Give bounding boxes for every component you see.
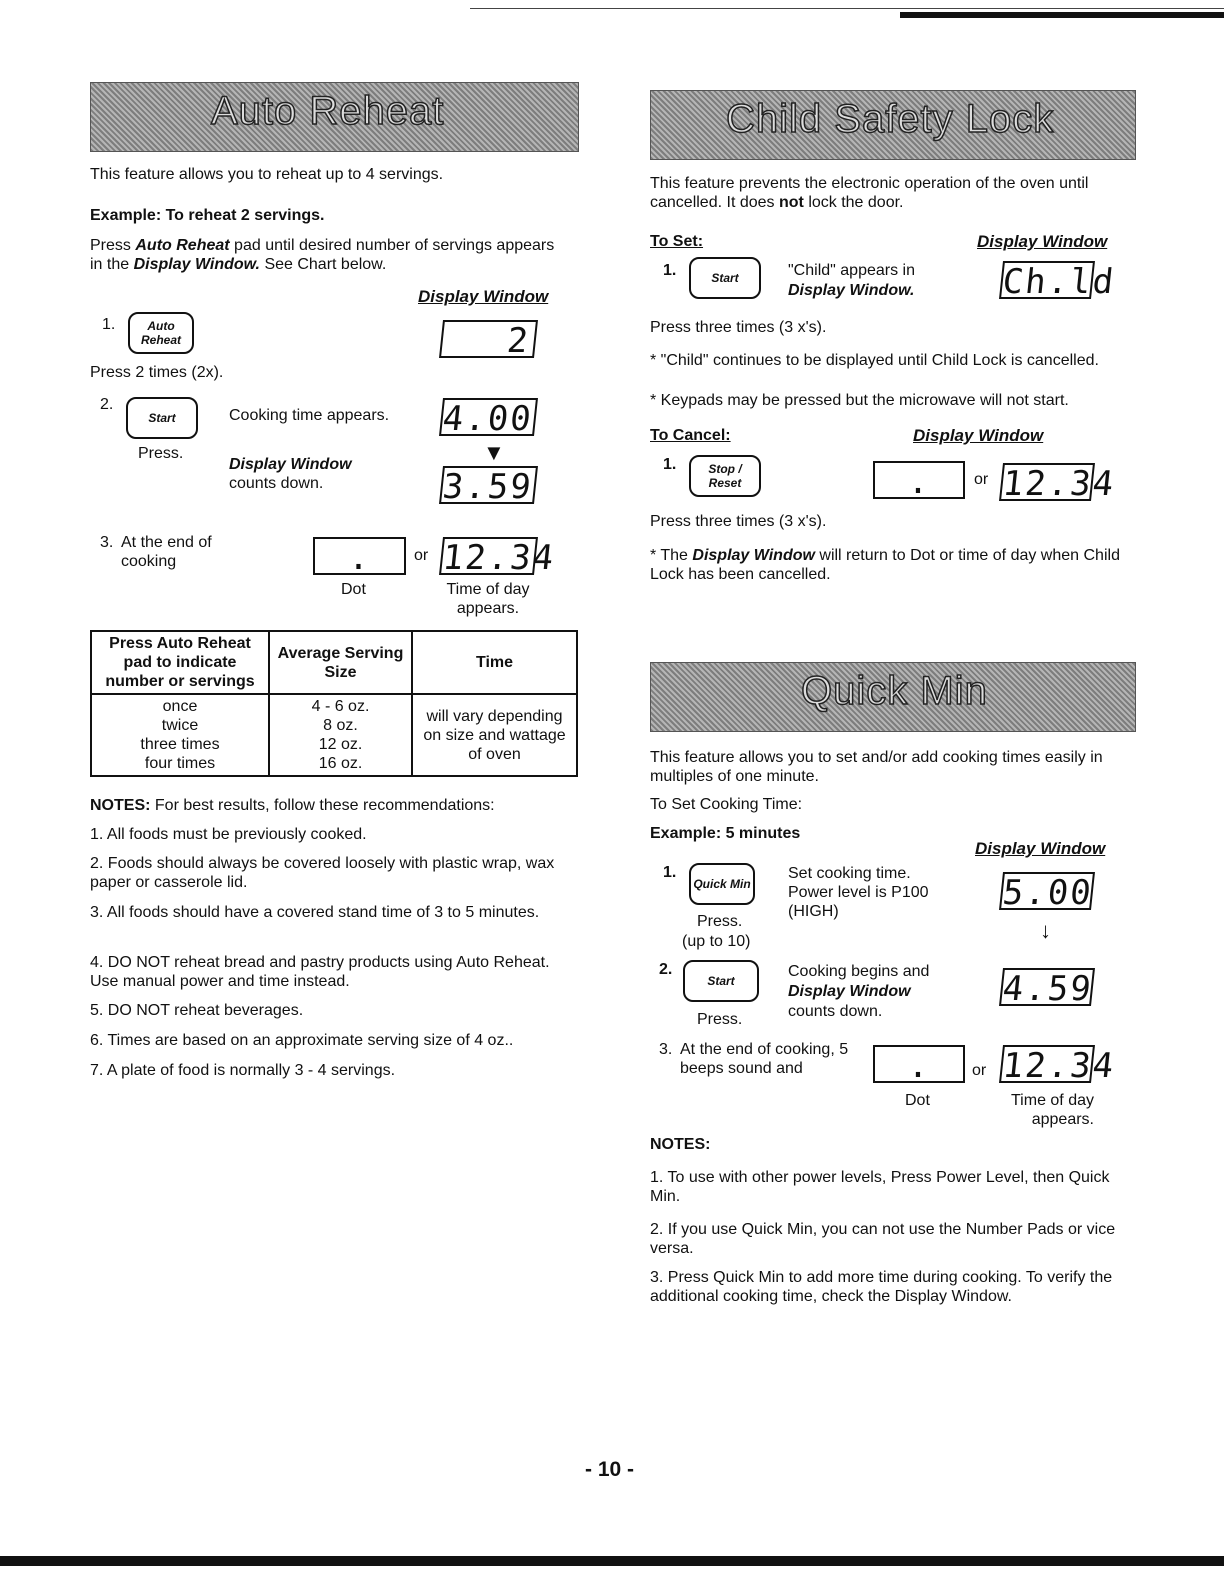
quick-min-step3-num: 3. — [659, 1041, 673, 1058]
quick-min-note-2: 2. If you use Quick Min, you can not use the Number Pads or vice versa. — [650, 1221, 1116, 1257]
quick-min-note-3: 3. Press Quick Min to add more time during cooking. To verify the additional cooking time, check the Display Window. — [650, 1269, 1113, 1305]
child-lock-cancel-display-window-label: Display Window — [913, 426, 1044, 445]
child-lock-set-caption: Press three times (3 x's). — [650, 319, 827, 336]
auto-reheat-intro: This feature allows you to reheat up to 4 servings. — [90, 166, 444, 183]
quick-min-step1-text: Set cooking time. Power level is P100 (HIGH) — [788, 865, 929, 920]
child-lock-intro: This feature prevents the electronic operation of the oven until cancelled. It does not lock the door. — [650, 175, 1089, 211]
auto-reheat-step3-dot-display: . — [313, 537, 406, 575]
quick-min-start-key[interactable]: Start — [683, 960, 759, 1002]
auto-reheat-step2-display-b: 3.59 — [439, 466, 538, 504]
quick-min-step3-or: or — [972, 1062, 987, 1079]
child-lock-bullet-3: * The Display Window will return to Dot or time of day when Child Lock has been cancelled. — [650, 547, 1120, 583]
quick-min-step2-text-1: Cooking begins and — [788, 963, 930, 980]
start-key[interactable]: Start — [126, 397, 198, 439]
quick-min-step2-display: 4.59 — [1000, 969, 1095, 1009]
child-lock-cancel-num: 1. — [663, 456, 677, 473]
arrow-down-icon: ↓ — [1040, 918, 1051, 943]
child-lock-to-cancel: To Cancel: — [650, 427, 731, 444]
child-lock-bullet-1: * "Child" continues to be displayed until Child Lock is cancelled. — [650, 352, 1099, 369]
child-lock-to-set: To Set: — [650, 233, 704, 250]
auto-reheat-instructions: Press Auto Reheat pad until desired number of servings appears in the Display Window. See Chart below. — [90, 237, 555, 273]
quick-min-step2-num: 2. — [659, 961, 673, 978]
auto-reheat-banner — [90, 82, 579, 152]
child-lock-cancel-time-display: 12.34 — [1000, 464, 1118, 504]
quick-min-to-set: To Set Cooking Time: — [650, 796, 803, 813]
auto-reheat-dot-caption: Dot — [341, 581, 366, 598]
chart-header-time: Time — [412, 631, 577, 694]
child-lock-title: Child Safety Lock — [726, 97, 1055, 141]
auto-reheat-step1-caption: Press 2 times (2x). — [90, 364, 224, 381]
auto-reheat-title: Auto Reheat — [211, 89, 445, 133]
auto-reheat-chart — [90, 630, 578, 777]
note-1: 1. All foods must be previously cooked. — [90, 826, 367, 843]
child-lock-set-num: 1. — [663, 262, 677, 279]
quick-min-time-caption: Time of day appears. — [1011, 1092, 1094, 1128]
note-2: 2. Foods should always be covered loosely with plastic wrap, wax paper or casserole lid. — [90, 855, 555, 891]
auto-reheat-step2-display-a: 4.00 — [439, 398, 538, 436]
note-6: 6. Times are based on an approximate serving size of 4 oz.. — [90, 1032, 514, 1049]
quick-min-step3-time-display: 12.34 — [1000, 1046, 1118, 1086]
child-lock-bullet-2: * Keypads may be pressed but the microwave will not start. — [650, 392, 1069, 409]
auto-reheat-notes-intro: NOTES: For best results, follow these recommendations: — [90, 797, 495, 814]
child-lock-set-display: Ch.ld — [1000, 262, 1118, 302]
quick-min-example: Example: 5 minutes — [650, 825, 801, 842]
auto-reheat-key[interactable]: Auto Reheat — [128, 312, 194, 354]
auto-reheat-example: Example: To reheat 2 servings. — [90, 207, 325, 224]
stop-reset-key[interactable]: Stop / Reset — [689, 455, 761, 497]
child-lock-cancel-or: or — [974, 471, 989, 488]
quick-min-dot-caption: Dot — [905, 1092, 930, 1109]
auto-reheat-step2-counts: counts down. — [229, 475, 324, 492]
auto-reheat-step1-display: 2 — [439, 320, 538, 358]
chart-header-size: Average Serving Size — [269, 631, 412, 694]
arrow-down-icon: ▼ — [483, 440, 505, 465]
auto-reheat-step3-text: At the end of cooking — [121, 534, 212, 570]
auto-reheat-display-window-label: Display Window — [418, 287, 549, 306]
quick-min-intro: This feature allows you to set and/or add cooking times easily in multiples of one minute. — [650, 749, 1103, 785]
quick-min-banner — [650, 662, 1136, 732]
child-lock-cancel-caption: Press three times (3 x's). — [650, 513, 827, 530]
page-number: - 10 - — [585, 1458, 635, 1481]
chart-col-size: 4 - 6 oz. 8 oz. 12 oz. 16 oz. — [269, 694, 412, 776]
quick-min-step3-dot-display: . — [873, 1045, 965, 1083]
auto-reheat-step2-dw: Display Window — [229, 456, 352, 473]
child-lock-display-window-label: Display Window — [977, 232, 1108, 251]
quick-min-step1-upto: (up to 10) — [682, 933, 751, 950]
quick-min-step1-press: Press. — [697, 913, 743, 930]
quick-min-display-window-label: Display Window — [975, 839, 1106, 858]
auto-reheat-step3-time-display: 12.34 — [440, 538, 558, 578]
top-rule-thick — [900, 12, 1224, 18]
auto-reheat-step2-text: Cooking time appears. — [229, 407, 390, 424]
quick-min-step3-text: At the end of cooking, 5 beeps sound and — [680, 1041, 849, 1077]
quick-min-step2-text-2: counts down. — [788, 1003, 883, 1020]
child-lock-cancel-dot-display: . — [873, 461, 965, 499]
bottom-rule — [0, 1556, 1224, 1566]
note-3: 3. All foods should have a covered stand time of 3 to 5 minutes. — [90, 904, 540, 921]
auto-reheat-time-caption: Time of day appears. — [446, 581, 530, 617]
top-rule — [470, 8, 1224, 9]
quick-min-key[interactable]: Quick Min — [689, 863, 755, 905]
note-4: 4. DO NOT reheat bread and pastry products using Auto Reheat. Use manual power and time instead. — [90, 954, 550, 990]
quick-min-title: Quick Min — [801, 669, 988, 713]
auto-reheat-step1-num: 1. — [102, 316, 116, 333]
chart-col-time: will vary depending on size and wattage of oven — [412, 694, 577, 776]
note-5: 5. DO NOT reheat beverages. — [90, 1002, 304, 1019]
child-lock-set-text-1: "Child" appears in — [788, 262, 915, 279]
auto-reheat-step2-num: 2. — [100, 396, 114, 413]
quick-min-step1-num: 1. — [663, 864, 677, 881]
quick-min-step1-display: 5.00 — [1000, 873, 1095, 913]
quick-min-step2-dw: Display Window — [788, 983, 911, 1000]
quick-min-step2-press: Press. — [697, 1011, 743, 1028]
child-lock-banner — [650, 90, 1136, 160]
quick-min-notes-heading: NOTES: — [650, 1136, 711, 1153]
chart-col-servings: once twice three times four times — [91, 694, 269, 776]
auto-reheat-step2-press: Press. — [138, 445, 184, 462]
quick-min-note-1: 1. To use with other power levels, Press Power Level, then Quick Min. — [650, 1169, 1110, 1205]
auto-reheat-step3-or: or — [414, 547, 429, 564]
child-lock-start-key[interactable]: Start — [689, 257, 761, 299]
auto-reheat-step3-num: 3. — [100, 534, 114, 551]
child-lock-set-text-2: Display Window. — [788, 282, 915, 299]
chart-header-press: Press Auto Reheat pad to indicate number or servings — [91, 631, 269, 694]
note-7: 7. A plate of food is normally 3 - 4 servings. — [90, 1062, 396, 1079]
